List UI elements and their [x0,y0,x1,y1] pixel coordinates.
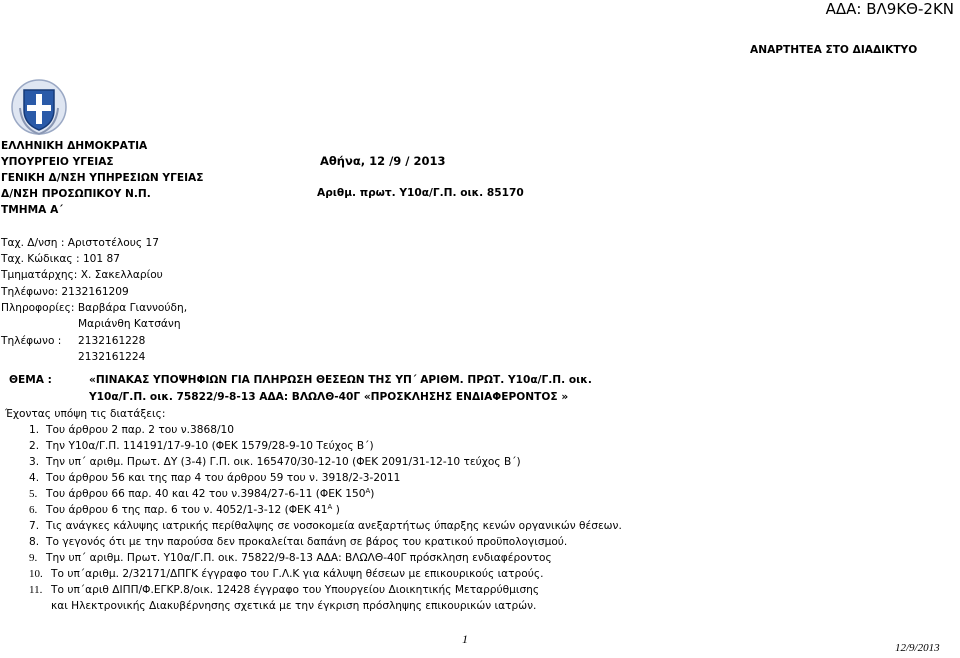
list-item: 11. Το υπ΄αριθ ΔΙΠΠ/Φ.ΕΓΚΡ.8/οικ. 12428 έγγραφο του Υπουργείου Διοικητικής Μεταρρύθμισης [29,584,540,596]
contact-info-second: Μαριάνθη Κατσάνη [78,318,181,330]
list-item: 3. Την υπ΄ αριθμ. Πρωτ. ΔΥ (3-4) Γ.Π. οικ. 165470/30-12-10 (ΦΕΚ 2091/31-12-10 τεύχος Β΄) [29,456,521,468]
list-item-continuation: και Ηλεκτρονικής Διακυβέρνησης σχετικά με την έγκριση πρόσληψης επικουρικών ιατρών. [51,600,537,612]
list-item: 8. Το γεγονός ότι με την παρούσα δεν προκαλείται δαπάνη σε βάρος του κρατικού προϋπολογισμού. [29,536,568,548]
contact-info: Πληροφορίες: Βαρβάρα Γιαννούδη, [1,302,188,314]
list-item: 10. Το υπ΄αριθμ. 2/32171/ΔΠΓΚ έγγραφο του Γ.Λ.Κ για κάλυψη θέσεων με επικουρικούς ιατρούς. [29,568,544,580]
contact-phone2-label: Τηλέφωνο : [1,335,62,347]
list-item: 4. Του άρθρου 56 και της παρ 4 του άρθρου 59 του ν. 3918/2-3-2011 [29,472,401,484]
header-general-directorate: ΓΕΝΙΚΗ Δ/ΝΣΗ ΥΠΗΡΕΣΙΩΝ ΥΓΕΙΑΣ [1,172,204,184]
protocol-number: Αριθμ. πρωτ. Υ10α/Γ.Π. οικ. 85170 [317,187,524,199]
contact-postal-code: Ταχ. Κώδικας : 101 87 [1,253,121,265]
page-number: 1 [462,632,468,646]
subject-label: ΘΕΜΑ : [9,374,52,386]
contact-phone2-b: 2132161224 [78,351,146,363]
list-item: 6. Του άρθρου 6 της παρ. 6 του ν. 4052/1-3-12 (ΦΕΚ $41^A$ ) [29,503,340,516]
subject-line-2: Υ10α/Γ.Π. οικ. 75822/9-8-13 ΑΔΑ: ΒΛΩΛΘ-40Γ «ΠΡΟΣΚΛΗΣΗΣ ΕΝΔΙΑΦΕΡΟΝΤΟΣ » [89,391,569,403]
list-item: 1. Του άρθρου 2 παρ. 2 του ν.3868/10 [29,424,235,436]
considering-intro: Έχοντας υπόψη τις διατάξεις: [5,408,166,420]
posting-notice: ΑΝΑΡΤΗΤΕΑ ΣΤΟ ΔΙΑΔΙΚΤΥΟ [750,44,918,56]
list-item: 7. Τις ανάγκες κάλυψης ιατρικής περίθαλψης σε νοσοκομεία ανεξαρτήτως ύπαρξης κενών οργανικών θέσεων. [29,520,622,532]
header-directorate: Δ/ΝΣΗ ΠΡΟΣΩΠΙΚΟΥ Ν.Π. [1,188,151,200]
contact-address: Ταχ. Δ/νση : Αριστοτέλους 17 [1,237,159,249]
subject-line-1: «ΠΙΝΑΚΑΣ ΥΠΟΨΗΦΙΩΝ ΓΙΑ ΠΛΗΡΩΣΗ ΘΕΣΕΩΝ ΤΗΣ ΥΠ΄ ΑΡΙΘΜ. ΠΡΩΤ. Υ10α/Γ.Π. οικ. [89,374,592,386]
header-department: ΤΜΗΜΑ Α΄ [1,204,63,216]
contact-head: Τμηματάρχης: Χ. Σακελλαρίου [1,269,163,281]
contact-phone2-a: 2132161228 [78,335,146,347]
list-item: 5. Του άρθρου 66 παρ. 40 και 42 του ν.3984/27-6-11 (ΦΕΚ $150^A$) [29,487,375,500]
header-ministry: ΥΠΟΥΡΓΕΙΟ ΥΓΕΙΑΣ [1,156,114,168]
document-date: Αθήνα, 12 /9 / 2013 [320,154,446,168]
greek-coat-of-arms-icon [10,78,68,136]
list-item: 2. Την Υ10α/Γ.Π. 114191/17-9-10 (ΦΕΚ 1579/28-9-10 Τεύχος Β΄) [29,440,374,452]
list-item: 9. Την υπ΄ αριθμ. Πρωτ. Υ10α/Γ.Π. οικ. 75822/9-8-13 ΑΔΑ: ΒΛΩΛΘ-40Γ πρόσκληση ενδιαφέροντος [29,552,552,564]
ada-code: ΑΔΑ: ΒΛ9ΚΘ-2ΚΝ [825,0,954,18]
footer-date: 12/9/2013 [895,642,940,654]
header-republic: ΕΛΛΗΝΙΚΗ ΔΗΜΟΚΡΑΤΙΑ [1,140,148,152]
contact-phone: Τηλέφωνο: 2132161209 [1,286,129,298]
